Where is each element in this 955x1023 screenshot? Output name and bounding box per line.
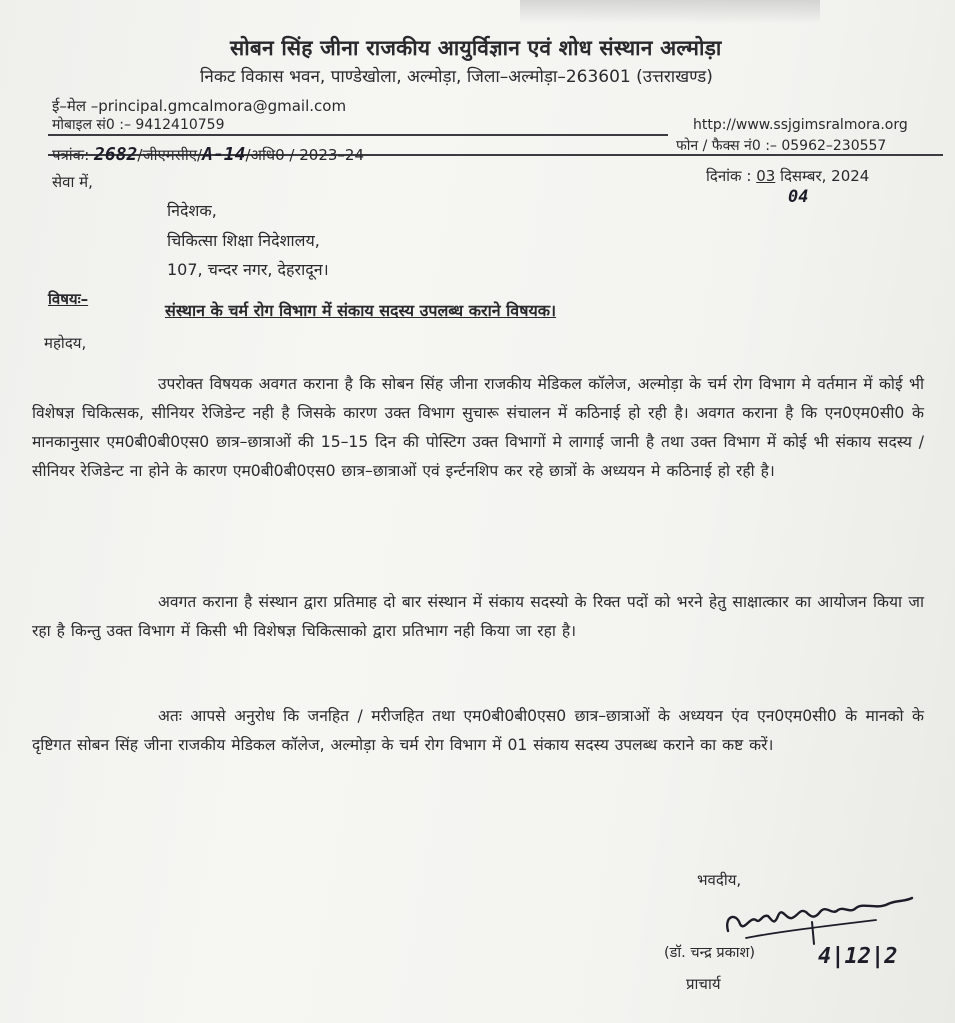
signatory-designation: प्राचार्य <box>686 975 721 993</box>
header-divider-left <box>48 134 668 136</box>
recipient-line: निदेशक, <box>167 201 217 220</box>
signature-image <box>716 886 916 946</box>
reference-handwritten-number: 2682 <box>94 144 138 165</box>
date-rest: दिसम्बर, 2024 <box>780 167 870 185</box>
institution-address: निकट विकास भवन, पाण्डेखोला, अल्मोड़ा, जिला–अल्मोड़ा–263601 (उत्तराखण्ड) <box>200 67 713 87</box>
body-paragraph: अवगत कराना है संस्थान द्वारा प्रतिमाह दो बार संस्थान में संकाय सदस्यो के रिक्त पदों को भरने हेतु साक्षात्कार का आयोजन किया जा रहा है किन्तु उक्त विभाग में किसी भी विशेषज्ञ चिकित्साको द्वारा प्रतिभाग नही किया जा रहा है। <box>32 593 924 640</box>
date-label: दिनांक : <box>706 167 752 185</box>
reference-mid: /जीएमसीए/ <box>137 146 203 164</box>
valediction: भवदीय, <box>697 871 742 889</box>
reference-number <box>52 144 364 165</box>
recipient-to: सेवा में, <box>52 173 93 191</box>
recipient-line: चिकित्सा शिक्षा निदेशालय, <box>167 231 320 250</box>
reference-handwritten-code: A-14 <box>202 144 246 165</box>
salutation: महोदय, <box>44 334 87 352</box>
subject-label: विषयः– <box>48 290 89 308</box>
date-day: 03 <box>756 167 776 185</box>
website-line: http://www.ssjgimsralmora.org <box>693 117 908 133</box>
reference-label: पत्रांक: <box>52 146 90 164</box>
date-correction-handwritten: 04 <box>788 187 809 207</box>
signatory-name: (डॉ. चन्द्र प्रकाश) <box>664 945 756 961</box>
recipient-line: 107, चन्दर नगर, देहरादून। <box>167 260 329 279</box>
mobile-line: मोबाइल सं0 :– 9412410759 <box>52 117 225 133</box>
reference-suffix: /अधि0 / 2023–24 <box>245 146 365 164</box>
email-line: ई–मेल –principal.gmcalmora@gmail.com <box>52 97 347 115</box>
signature-date-handwritten: 4|12|2 <box>818 944 898 969</box>
body-paragraph: उपरोक्त विषयक अवगत कराना है कि सोबन सिंह जीना राजकीय मेडिकल कॉलेज, अल्मोड़ा के चर्म रोग विभाग मे वर्तमान में कोई भी विशेषज्ञ चिकित्सक, सीनियर रेजिडेन्ट नही है जिसके कारण उक्त विभाग सुचारू संचालन में कठिनाई हो रही है। अवगत कराना है कि एन0एम0सी0 के मानकानुसार एम0बी0बी0एस0 छात्र–छात्राओं की 15–15 दिन की पोस्टिग उक्त विभागों मे लागाई जानी है तथा उक्त विभाग में कोई भी संकाय सदस्य / सीनियर रेजिडेन्ट ना होने के कारण एम0बी0बी0एस0 छात्र–छात्राओं एवं इर्न्टनशिप कर रहे छात्रों के अध्ययन मे कठिनाई हो रही है। <box>32 375 924 480</box>
letter-date <box>706 166 869 186</box>
institution-name: सोबन सिंह जीना राजकीय आयुर्विज्ञान एवं शोध संस्थान अल्मोड़ा <box>230 36 722 60</box>
page-shadow <box>520 0 820 24</box>
phone-line: फोन / फैक्स नं0 :– 05962–230557 <box>676 138 887 154</box>
subject-text: संस्थान के चर्म रोग विभाग में संकाय सदस्य उपलब्ध कराने विषयक। <box>165 301 557 320</box>
body-paragraph: अतः आपसे अनुरोध कि जनहित / मरीजहित तथा एम0बी0बी0एस0 छात्र–छात्राओं के अध्ययन एंव एन0एम0सी0 के मानको के दृष्टिगत सोबन सिंह जीना राजकीय मेडिकल कॉलेज, अल्मोड़ा के चर्म रोग विभाग में 01 संकाय सदस्य उपलब्ध कराने का कष्ट करें। <box>32 707 924 754</box>
